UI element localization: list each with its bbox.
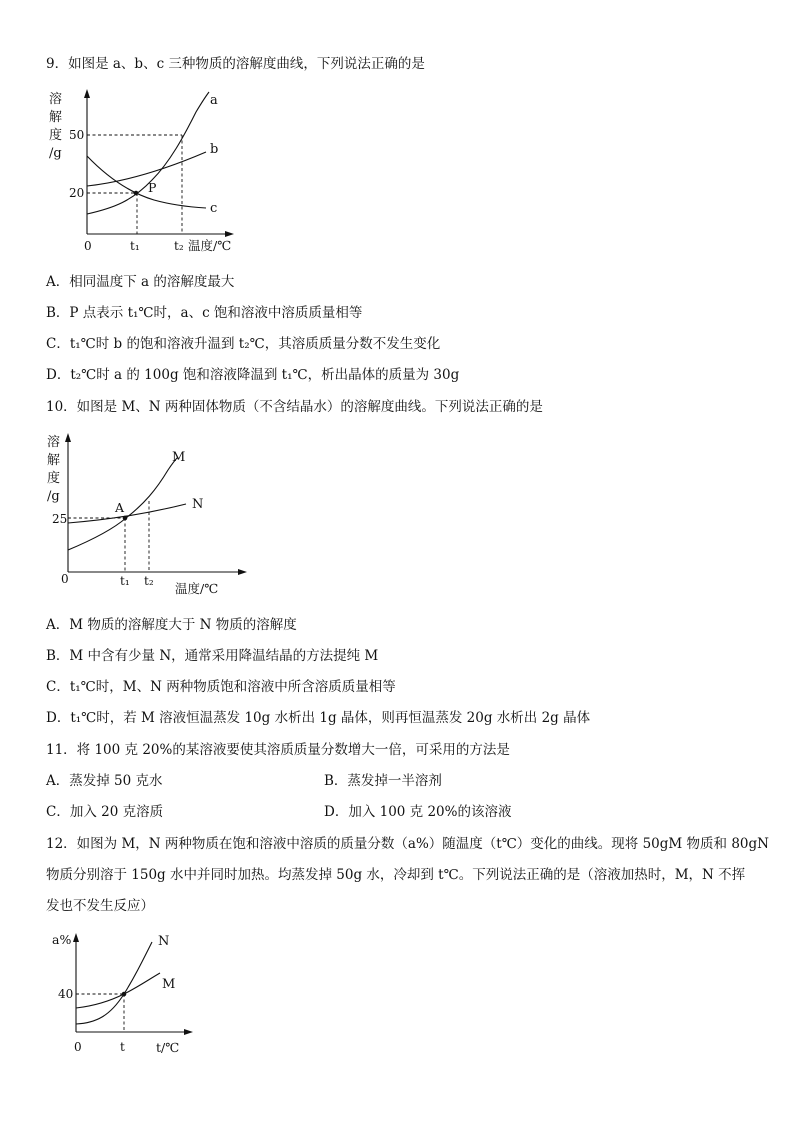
q9-xlabel: 温度/℃ xyxy=(188,238,232,253)
q9-origin: 0 xyxy=(84,239,92,253)
q9-xtick-t2: t₂ xyxy=(174,239,184,253)
q12-ylabel: a% xyxy=(52,932,72,947)
q9-option-d[interactable]: D．t₂℃时 a 的 100g 饱和溶液降温到 t₁℃，析出晶体的质量为 30g xyxy=(46,367,460,383)
q9-ytick-20: 20 xyxy=(69,186,85,200)
q10-option-b[interactable]: B．M 中含有少量 N，通常采用降温结晶的方法提纯 M xyxy=(46,648,379,664)
q10-xtick-t1: t₁ xyxy=(120,574,130,588)
q9-stem: 9．如图是 a、b、c 三种物质的溶解度曲线，下列说法正确的是 xyxy=(46,56,425,72)
q9-curve-a xyxy=(87,92,209,214)
q10-point-a xyxy=(123,516,128,521)
q12-y-arrow xyxy=(73,933,79,942)
q10-option-a[interactable]: A．M 物质的溶解度大于 N 物质的溶解度 xyxy=(46,617,297,633)
q11-option-c[interactable]: C．加入 20 克溶质 xyxy=(46,804,164,820)
q9-option-c[interactable]: C．t₁℃时 b 的饱和溶液升温到 t₂℃，其溶质质量分数不发生变化 xyxy=(46,336,441,352)
q10-curve-n xyxy=(68,504,186,523)
q12-mass-fraction-figure xyxy=(48,928,228,1058)
q9-ylabel-4: /g xyxy=(49,146,62,161)
q9-xtick-t1: t₁ xyxy=(130,239,140,253)
q9-point-p xyxy=(134,191,139,196)
q10-x-arrow xyxy=(238,569,247,575)
q9-option-b[interactable]: B．P 点表示 t₁℃时，a、c 饱和溶液中溶质质量相等 xyxy=(46,305,363,321)
q12-xtick-t: t xyxy=(120,1040,125,1054)
q9-curve-c xyxy=(87,156,206,208)
q12-stem-line-2: 物质分别溶于 150g 水中并同时加热。均蒸发掉 50g 水，冷却到 t℃。下列说法正确的是（溶液加热时，M，N 不挥 xyxy=(46,867,746,883)
q11-option-d[interactable]: D．加入 100 克 20%的该溶液 xyxy=(324,804,512,820)
q9-ytick-50: 50 xyxy=(69,128,85,142)
q12-label-m: M xyxy=(162,977,176,992)
q10-ytick-25: 25 xyxy=(52,512,68,526)
q9-option-a[interactable]: A．相同温度下 a 的溶解度最大 xyxy=(46,274,235,290)
q9-label-b: b xyxy=(210,142,219,157)
q11-stem: 11．将 100 克 20%的某溶液要使其溶质质量分数增大一倍，可采用的方法是 xyxy=(46,742,510,758)
q9-ylabel-1: 溶 xyxy=(49,92,63,107)
q9-solubility-figure xyxy=(44,86,284,256)
q12-xlabel: t/℃ xyxy=(156,1040,180,1055)
q12-x-arrow xyxy=(184,1029,193,1035)
q10-xtick-t2: t₂ xyxy=(144,574,154,588)
q9-y-arrow xyxy=(84,89,90,98)
q10-label-m: M xyxy=(172,450,186,465)
q12-stem-line-1: 12．如图为 M，N 两种物质在饱和溶液中溶质的质量分数（a%）随温度（t℃）变化的曲线。现将 50gM 物质和 80gN xyxy=(46,836,769,852)
q10-solubility-figure xyxy=(44,428,284,603)
q10-label-a: A xyxy=(115,500,125,515)
q12-intersection-point xyxy=(122,992,127,997)
q9-label-a: a xyxy=(210,93,218,108)
q12-origin: 0 xyxy=(74,1040,82,1054)
q10-label-n: N xyxy=(192,497,204,512)
q11-option-a[interactable]: A．蒸发掉 50 克水 xyxy=(46,773,163,789)
q9-label-p: P xyxy=(148,180,157,195)
q11-option-b[interactable]: B．蒸发掉一半溶剂 xyxy=(324,773,442,789)
q9-curve-b xyxy=(87,152,206,186)
q10-option-c[interactable]: C．t₁℃时，M、N 两种物质饱和溶液中所含溶质质量相等 xyxy=(46,679,396,695)
q9-ylabel-2: 解 xyxy=(49,110,63,125)
q10-stem: 10．如图是 M、N 两种固体物质（不含结晶水）的溶解度曲线。下列说法正确的是 xyxy=(46,399,543,415)
q10-ylabel-4: /g xyxy=(47,489,60,504)
q9-label-c: c xyxy=(210,201,218,216)
q12-ytick-40: 40 xyxy=(58,987,74,1001)
q10-xlabel: 温度/℃ xyxy=(175,581,219,596)
q10-ylabel-3: 度 xyxy=(47,471,61,486)
q9-x-arrow xyxy=(225,231,234,237)
q10-origin: 0 xyxy=(61,572,69,586)
q12-label-n: N xyxy=(158,934,170,949)
q12-curve-n xyxy=(76,942,152,1024)
q12-stem-line-3: 发也不发生反应） xyxy=(46,898,154,914)
q9-ylabel-3: 度 xyxy=(49,128,63,143)
q10-y-arrow xyxy=(65,433,71,442)
q10-option-d[interactable]: D．t₁℃时，若 M 溶液恒温蒸发 10g 水析出 1g 晶体，则再恒温蒸发 20g 水析出 2g 晶体 xyxy=(46,710,591,726)
q10-ylabel-1: 溶 xyxy=(47,435,61,450)
q10-ylabel-2: 解 xyxy=(47,453,61,468)
